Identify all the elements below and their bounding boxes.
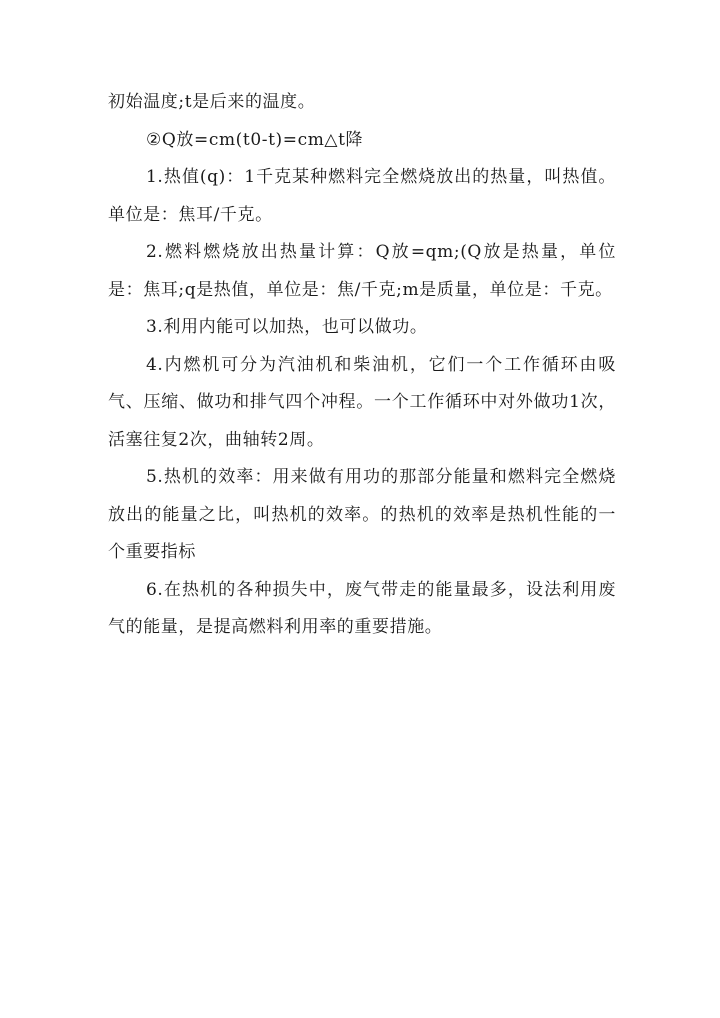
paragraph-item-5: 5.热机的效率：用来做有用功的那部分能量和燃料完全燃烧放出的能量之比，叫热机的效率。的热机的效率是热机性能的一个重要指标 [108,467,616,562]
paragraph-item-4: 4.内燃机可分为汽油机和柴油机，它们一个工作循环由吸气、压缩、做功和排气四个冲程。一个工作循环中对外做功1次，活塞往复2次，曲轴转2周。 [108,354,616,450]
paragraph-item-6: 6.在热机的各种损失中，废气带走的能量最多，设法利用废气的能量，是提高燃料利用率的重要措施。 [108,579,616,637]
paragraph-item-1: 1.热值(q)：1千克某种燃料完全燃烧放出的热量，叫热值。单位是：焦耳/千克。 [108,167,616,225]
paragraph-item-3: 3.利用内能可以加热，也可以做功。 [146,317,428,337]
paragraph-item-2: 2.燃料燃烧放出热量计算：Q放=qm;(Q放是热量，单位是：焦耳;q是热值，单位是：焦/千克;m是质量，单位是：千克。 [108,242,616,300]
document-body [108,84,616,647]
paragraph-formula: ②Q放=cm(t0-t)=cm△t降 [146,129,364,150]
paragraph-continuation: 初始温度;t是后来的温度。 [108,92,316,112]
